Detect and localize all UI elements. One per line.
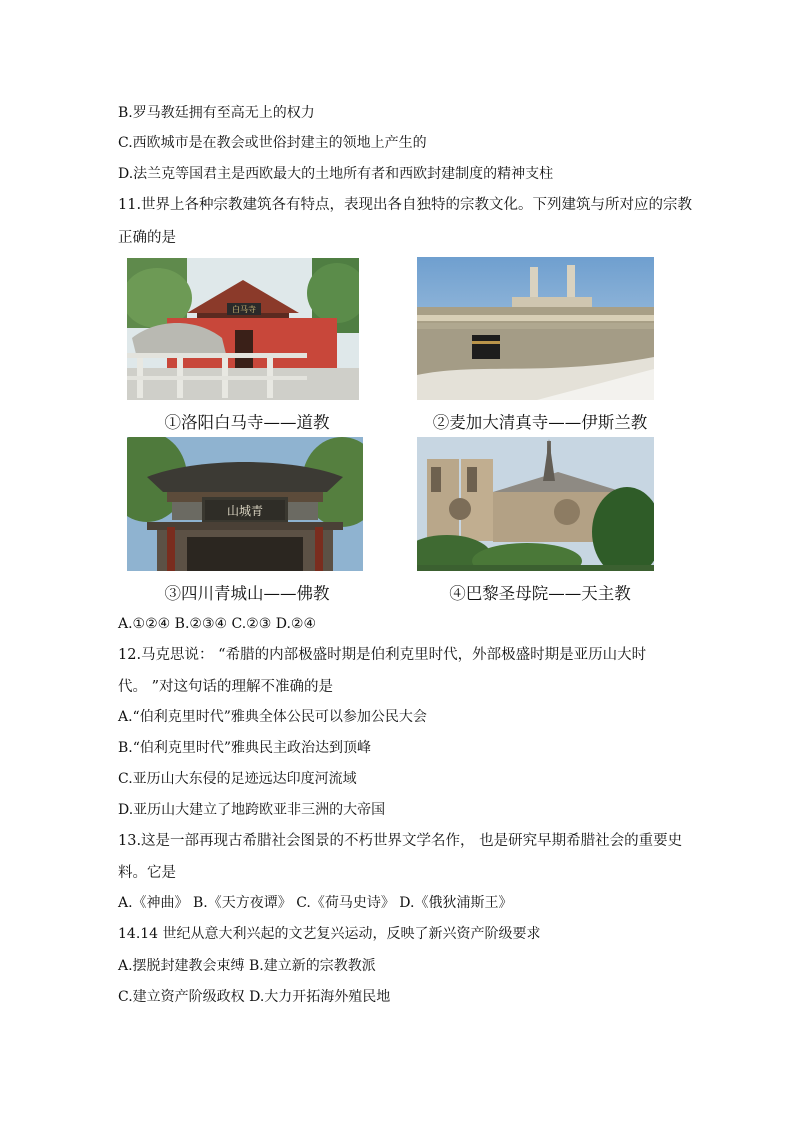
q14-options-line1: A.摆脱封建教会束缚 B.建立新的宗教教派 [118,958,376,974]
q12-option-d: D.亚历山大建立了地跨欧亚非三洲的大帝国 [118,802,386,818]
pavilion-sign: 山城青 [226,504,264,518]
q12-option-b: B.“伯利克里时代”雅典民主政治达到顶峰 [118,740,372,756]
caption-4: ④巴黎圣母院——天主教 [449,584,631,603]
q13-options: A.《神曲》 B.《天方夜谭》 C.《荷马史诗》 D.《俄狄浦斯王》 [118,895,513,911]
temple-sign: 白马寺 [232,305,256,314]
q11-options: A.①②④ B.②③④ C.②③ D.②④ [118,616,316,632]
q12-stem-line2: 代。 ”对这句话的理解不准确的是 [118,679,334,695]
q11-stem-line1: 11.世界上各种宗教建筑各有特点，表现出各自独特的宗教文化。下列建筑与所对应的宗教 [118,197,693,213]
q10-option-b: B.罗马教廷拥有至高无上的权力 [118,105,315,121]
caption-2: ②麦加大清真寺——伊斯兰教 [432,413,648,432]
q10-option-d: D.法兰克等国君主是西欧最大的土地所有者和西欧封建制度的精神支柱 [118,166,554,182]
temple-photo [127,258,359,400]
q11-stem-line2: 正确的是 [118,230,176,246]
cathedral-photo [417,437,654,571]
q14-stem: 14.14 世纪从意大利兴起的文艺复兴运动，反映了新兴资产阶级要求 [118,926,541,942]
caption-3: ③四川青城山——佛教 [164,584,330,603]
q12-option-a: A.“伯利克里时代”雅典全体公民可以参加公民大会 [118,709,427,725]
q12-stem-line1: 12.马克思说： “希腊的内部极盛时期是伯利克里时代，外部极盛时期是亚历山大时 [118,647,647,663]
q13-stem-line1: 13.这是一部再现古希腊社会图景的不朽世界文学名作， 也是研究早期希腊社会的重要史 [118,833,683,849]
pavilion-photo [127,437,363,571]
q14-options-line2: C.建立资产阶级政权 D.大力开拓海外殖民地 [118,989,391,1005]
q13-stem-line2: 料。它是 [118,865,176,881]
q12-option-c: C.亚历山大东侵的足迹远达印度河流域 [118,771,357,787]
q10-option-c: C.西欧城市是在教会或世俗封建主的领地上产生的 [118,135,427,151]
caption-1: ①洛阳白马寺——道教 [164,413,330,432]
mosque-photo [417,257,654,400]
